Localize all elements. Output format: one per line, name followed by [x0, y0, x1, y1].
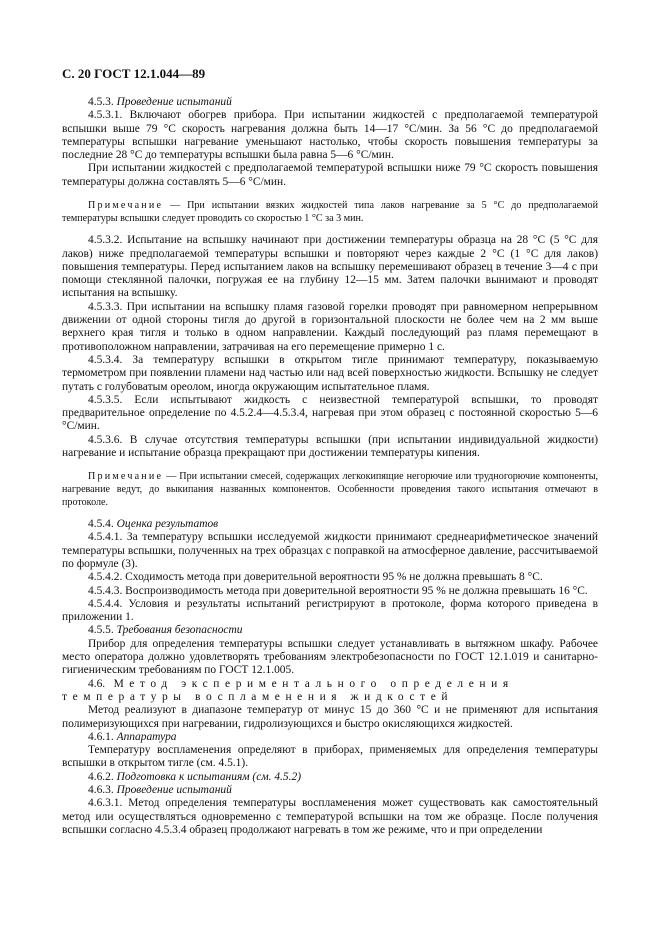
section-title: Оценка результатов: [116, 518, 219, 531]
note-text: — При испытании смесей, содержащих легкокипящие негорючие или трудногорючие компоненты, нагревание ведут, до выкипания названных компонентов. Особенности проведения такого испытания отмечают в протоколе.: [62, 471, 598, 508]
section-number: 4.5.5.: [88, 624, 114, 637]
paragraph-apparatus: Температуру воспламенения определяют в приборах, применяемых для определения температуры вспышки в открытом тигле (см. 4.5.1).: [62, 744, 598, 770]
section-title: Аппаратура: [116, 730, 177, 743]
note-label: Примечание: [88, 200, 164, 212]
paragraph-4-5-3-2: 4.5.3.2. Испытание на вспышку начинают при достижении температуры образца на 28 °С (5 °С для лаков) ниже предполагаемой температуры вспышки и повторяют через каждые 2 °С (1 °С для лаков) повышения температуры. Перед испытанием лаков на вспышку перемешивают образец в течение 3—4 с при помощи стеклянной палочки, погружая ее на глубину 12—15 мм. Затем палочки вынимают и проводят испытания на вспышку.: [62, 234, 598, 300]
section-title: Требования безопасности: [116, 624, 243, 637]
section-number: 4.6.1.: [88, 730, 114, 743]
section-title: Метод экспериментального определения температуры воспламенения жидкостей: [62, 677, 514, 703]
note-mixtures: [62, 471, 598, 509]
section-heading-4-5-3: [62, 96, 598, 109]
paragraph-4-5-3-1: 4.5.3.1. Включают обогрев прибора. При испытании жидкостей с предполагаемой температурой вспышки выше 79 °С скорость нагревания должна быть 14—17 °С/мин. За 56 °С до предполагаемой температуры вспышки нагревание уменьшают настолько, чтобы скорость повышения температуры за последние 28 °С до температуры вспышки была равна 5—6 °С/мин.: [62, 109, 598, 162]
note-label: Примечание: [88, 471, 164, 483]
paragraph-4-5-4-3: 4.5.4.3. Воспроизводимость метода при доверительной вероятности 95 % не должна превышать 16 °С.: [88, 584, 588, 597]
paragraph-4-5-3-6: 4.5.3.6. В случае отсутствия температуры вспышки (при испытании индивидуальной жидкости) нагревание и испытание образца прекращают при достижении температуры кипения.: [62, 433, 598, 460]
paragraph-4-5-3-3: 4.5.3.3. При испытании на вспышку пламя газовой горелки проводят при равномерном непрерывном движении от одной стороны тигля до другой в горизонтальной плоскости не более чем на 2 мм выше верхнего края тигля и только в одном направлении. Каждый последующий раз пламя перемещают в противоположном направлении, затрачивая на его перемещение примерно 1 с.: [62, 300, 598, 353]
paragraph-4-5-3-5: 4.5.3.5. Если испытывают жидкость с неизвестной температурой вспышки, то проводят предварительное определение по 4.5.2.4—4.5.3.4, нагревая при этом образец с постоянной скоростью 5—6 °С/мин.: [62, 393, 598, 433]
paragraph-4-5-4-2: 4.5.4.2. Сходимость метода при доверительной вероятности 95 % не должна превышать 8 °С.: [88, 571, 543, 584]
page-header: С. 20 ГОСТ 12.1.044—89: [62, 66, 206, 81]
section-title: Подготовка к испытаниям (см. 4.5.2): [116, 770, 302, 783]
document-body: [62, 96, 598, 837]
paragraph-4-5-4-4: 4.5.4.4. Условия и результаты испытаний регистрируют в протоколе, форма которого приведена в приложении 1.: [62, 597, 598, 624]
paragraph-4-5-4-1: 4.5.4.1. За температуру вспышки исследуемой жидкости принимают среднеарифметическое значений температуры вспышки, полученных на трех образцах с поправкой на атмосферное давление, рассчитываемой по формуле (3).: [62, 531, 598, 570]
paragraph-safety: Прибор для определения температуры вспышки следует устанавливать в вытяжном шкафу. Рабочее место оператора должно удовлетворять требованиям электробезопасности по ГОСТ 12.1.019 и санитарно-гигиеническим требованиям по ГОСТ 12.1.005.: [62, 637, 598, 677]
section-number: 4.5.4.: [88, 518, 114, 531]
section-heading-4-6-1: [62, 731, 598, 744]
section-heading-4-6: [62, 678, 598, 705]
paragraph-4-5-3-4: 4.5.3.4. За температуру вспышки в открытом тигле принимают температуру, показываемую термометром при появлении пламени над частью или над всей поверхностью жидкости. Вспышку не следует путать с голубоватым ореолом, иногда окружающим испытательное пламя.: [62, 353, 598, 393]
paragraph-method-range: Метод реализуют в диапазоне температур от минус 15 до 360 °С и не применяют для испытания полимеризующихся при нагревании, гидролизующихся и быстро окисляющихся жидкостей.: [62, 704, 598, 730]
section-number: 4.6.2.: [88, 770, 114, 783]
note-text: — При испытании вязких жидкостей типа лаков нагревание за 5 °С до предполагаемой температуры вспышки следует проводить со скоростью 1 °С за 3 мин.: [62, 200, 598, 224]
paragraph-slow-heating: При испытании жидкостей с предполагаемой температурой вспышки ниже 79 °С скорость повышения температуры должна составлять 5—6 °С/мин.: [62, 162, 598, 188]
section-number: 4.5.3.: [88, 96, 114, 108]
note-varnish: [62, 200, 598, 225]
section-heading-4-5-5: [62, 624, 598, 637]
paragraph-4-6-3-1: 4.6.3.1. Метод определения температуры воспламенения может существовать как самостоятельный метод или осуществляться одновременно с температурой вспышки на том же образце. После получения вспышки согласно 4.5.3.4 образец продолжают нагревать в том же режиме, что и при определении: [62, 797, 598, 836]
section-heading-4-6-3: [62, 784, 598, 797]
section-number: 4.6.3.: [88, 784, 114, 797]
section-number: 4.6.: [88, 677, 106, 690]
section-title: Проведение испытаний: [116, 96, 232, 108]
section-title: Проведение испытаний: [116, 784, 232, 797]
section-heading-4-5-4: [62, 518, 598, 531]
section-heading-4-6-2: [62, 771, 598, 784]
